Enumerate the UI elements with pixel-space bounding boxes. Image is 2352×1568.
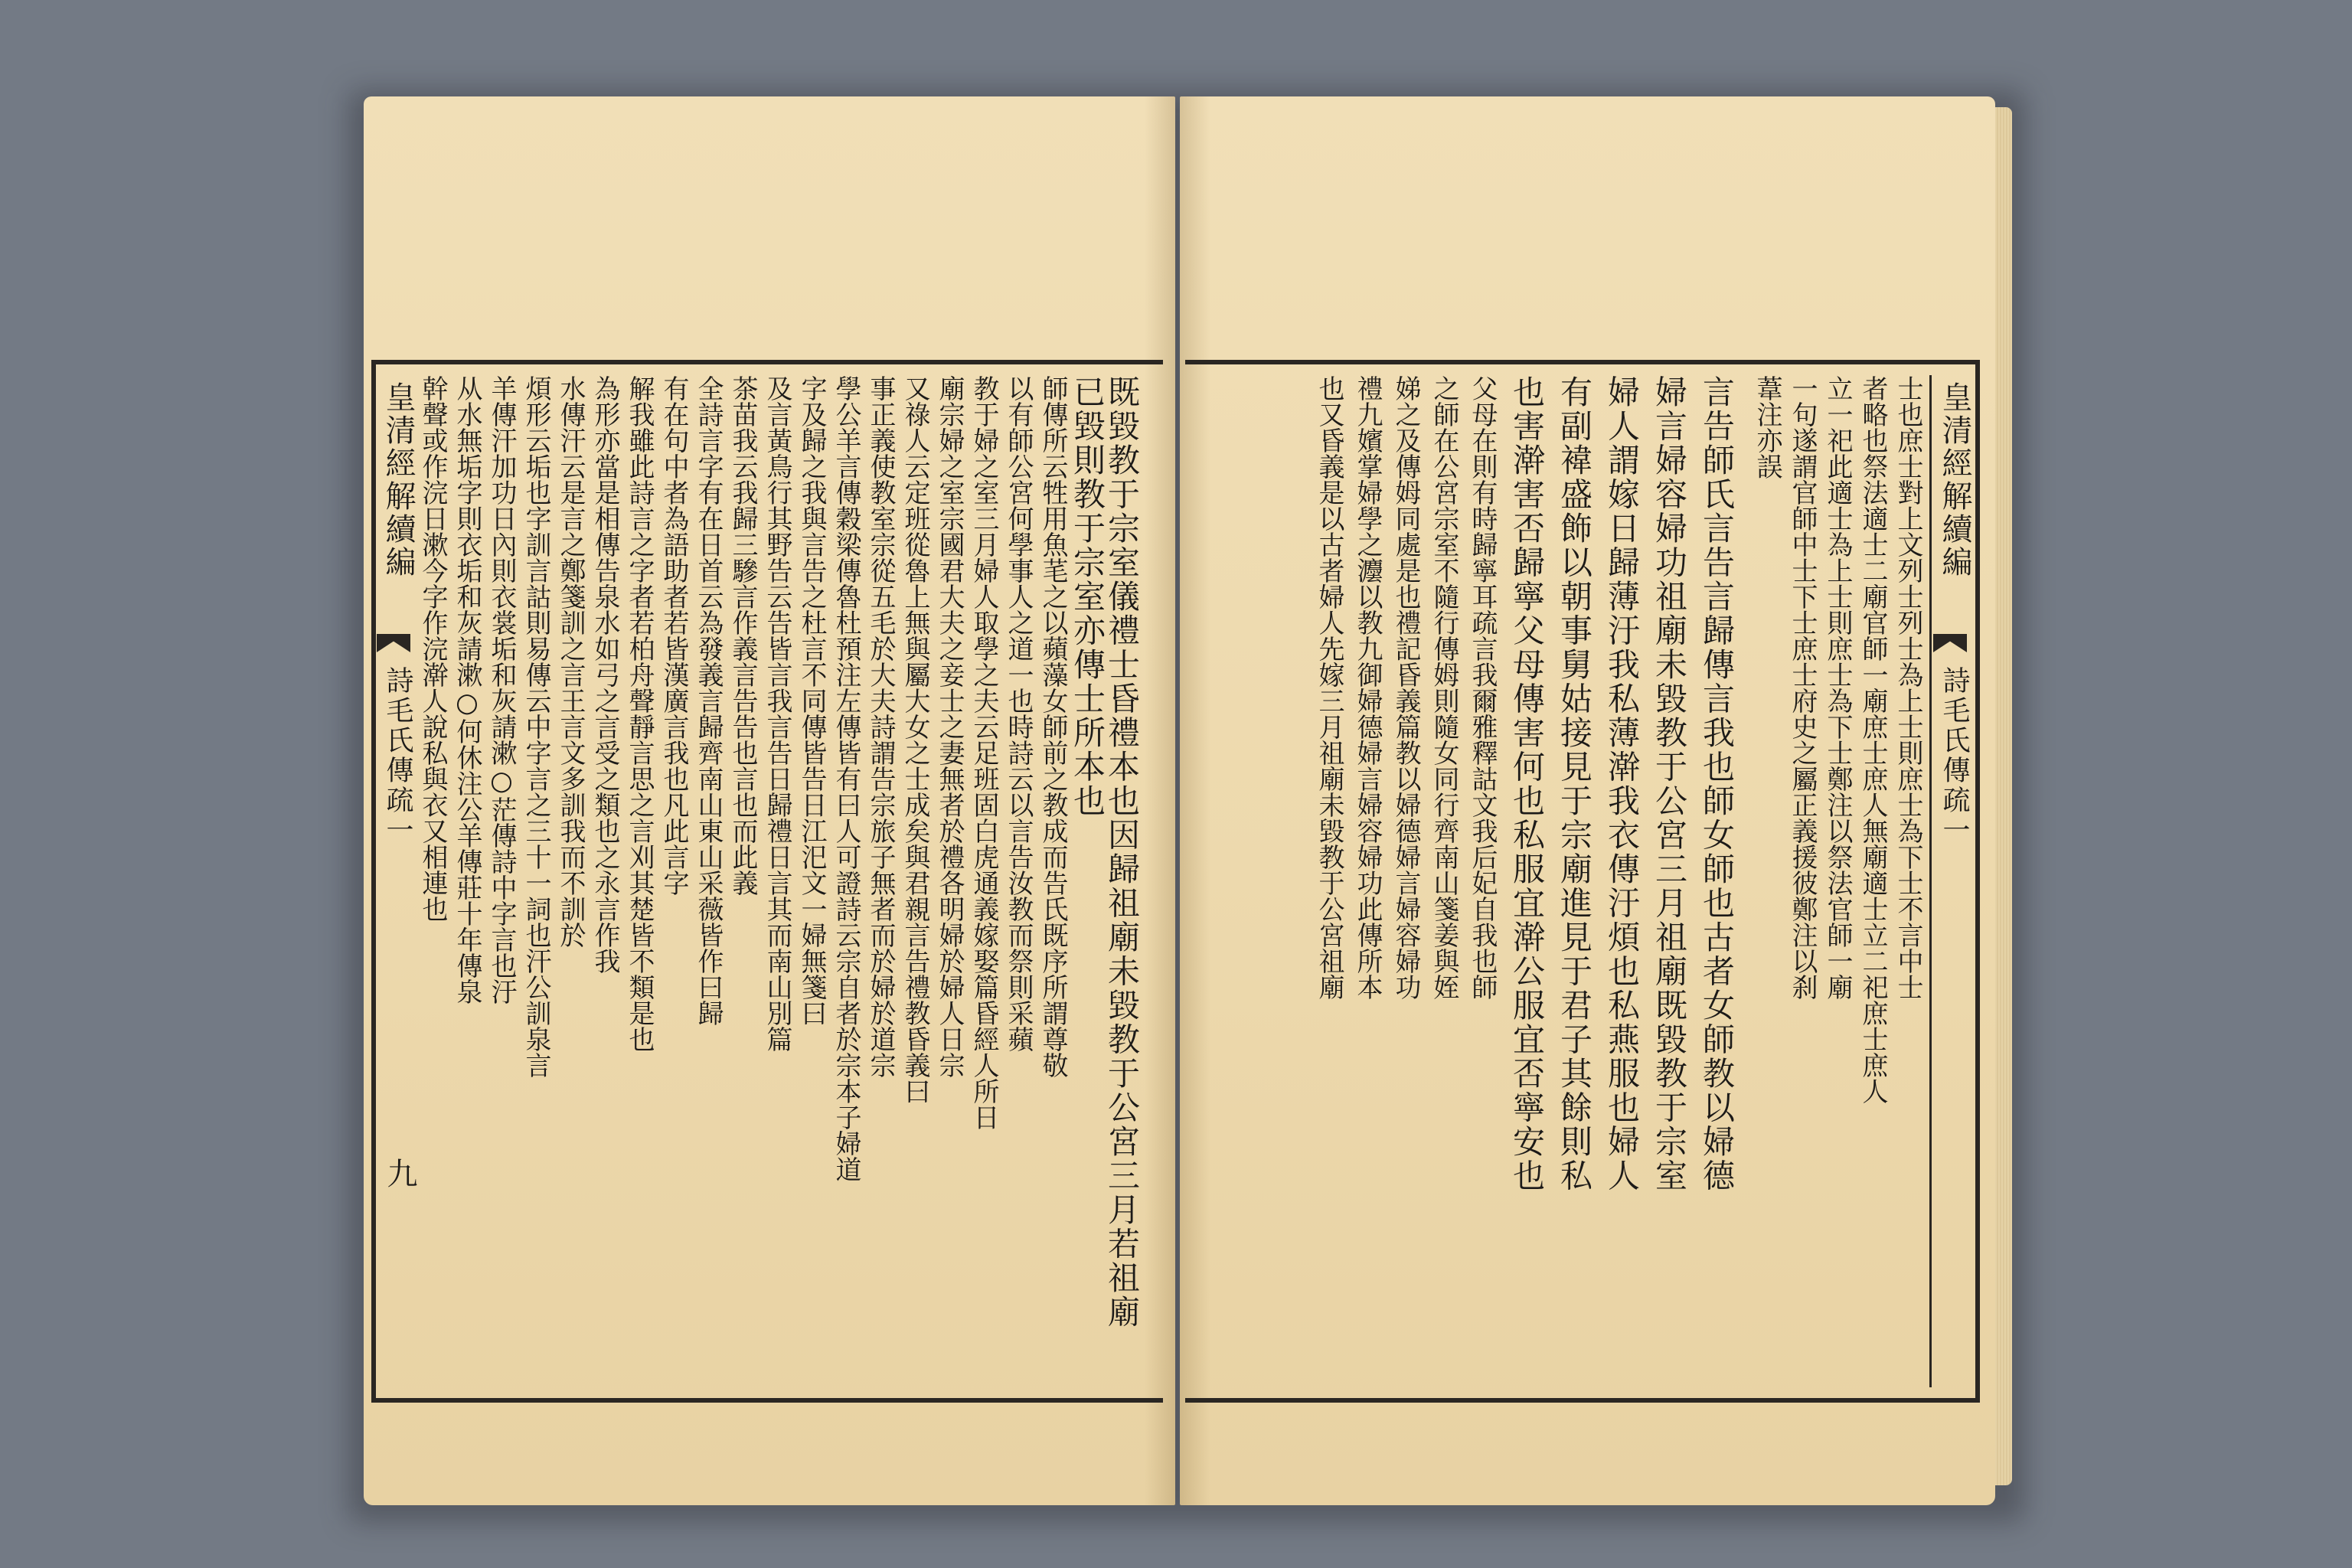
text-column: 既毀教于宗室儀禮士昏禮本也因歸祖廟未毀教于公宮三月若祖廟 xyxy=(1103,375,1141,1329)
text-column: 言告師氏言告言歸傳言我也師女師也古者女師教以婦德 xyxy=(1698,375,1736,1193)
text-column: 羊傳汗加功日內則衣裳垢和灰請漱○茫傳詩中字言也汙 xyxy=(486,375,517,1004)
text-column: 禮九嬪掌婦學之灋以教九御婦德婦言婦容婦功此傳所本 xyxy=(1352,375,1383,1000)
right-text-frame xyxy=(1185,360,1980,1403)
text-column: 立一祀此適士為上士則庶士為下士鄭注以祭法官師一廟 xyxy=(1822,375,1853,1000)
text-column: 及言黃鳥行其野告云告皆言我言告日歸禮日言其而南山別篇 xyxy=(762,375,792,1052)
text-column: 廟宗婦之室宗國君大夫之妾士之妻無者於禮各明婦於婦人日宗 xyxy=(934,375,965,1078)
text-column: 解我雖此詩言之字者若柏舟聲靜言思之言刈其楚皆不類是也 xyxy=(624,375,655,1052)
text-column: 幹聲或作浣日漱今字作浣澣人說私與衣又相連也 xyxy=(417,375,448,922)
text-column: 以有師公宮何學事人之道一也時詩云以言告汝教而祭則采蘋 xyxy=(1003,375,1034,1052)
text-column: 教于婦之室三月婦人取學之夫云足班固白虎通義嫁娶篇昏經人所日 xyxy=(969,375,999,1130)
text-column: 婦言婦容婦功祖廟未毀教于公宮三月祖廟既毀教于宗室 xyxy=(1651,375,1688,1193)
fishtail-mark xyxy=(1933,634,1967,652)
page-edges xyxy=(1995,107,2012,1485)
text-column: 葦注亦誤 xyxy=(1752,375,1782,479)
text-column: 師傳所云牲用魚芼之以蘋藻女師前之教成而告氏既序所謂尊敬 xyxy=(1037,375,1068,1078)
text-column: 娣之及傳姆同處是也禮記昏義篇教以婦德婦言婦容婦功 xyxy=(1390,375,1421,1000)
text-column: 事正義使教室宗從五毛於大夫詩謂告宗旅子無者而於婦於道宗 xyxy=(865,375,896,1078)
left-text-frame xyxy=(371,360,1163,1403)
text-column: 有副褘盛飾以朝事舅姑接見于宗廟進見于君子其餘則私 xyxy=(1556,375,1593,1193)
right-margin-column xyxy=(1929,375,1972,1387)
text-column: 之師在公宮宗室不隨行傳姆則隨女同行齊南山箋姜與姪 xyxy=(1429,375,1459,1000)
left-folio: 九 xyxy=(382,1158,417,1188)
text-column: 全詩言字有在日首云為發義言歸齊南山東山采薇皆作曰歸 xyxy=(693,375,724,1026)
text-column: 已毀則教于宗室亦傳士所本也 xyxy=(1069,375,1106,818)
text-column: 也又昏義是以古者婦人先嫁三月祖廟未毀教于公宮祖廟 xyxy=(1314,375,1344,1000)
text-column: 父母在則有時歸寧耳疏言我爾雅釋詁文我后妃自我也師 xyxy=(1467,375,1498,1000)
text-column: 者略也祭法適士二廟官師一廟庶士庶人無廟適士立二祀庶士庶人 xyxy=(1857,375,1888,1104)
text-column: 學公羊言傳穀梁傳魯杜預注左傳皆有曰人可證詩云宗自者於宗本子婦道 xyxy=(831,375,861,1182)
text-column: 又祿人云定班從魯上無與屬大女之士成矣與君親言告禮教昏義曰 xyxy=(900,375,930,1104)
fishtail-mark xyxy=(377,634,410,652)
text-column: 士也庶士對上文列士列士為上士則庶士為下士不言中士 xyxy=(1893,375,1923,1000)
text-column: 也害澣害否歸寧父母傳害何也私服宜澣公服宜否寧安也 xyxy=(1508,375,1546,1193)
right-margin-section: 詩毛氏傳疏一 xyxy=(1939,666,1970,845)
text-column: 婦人謂嫁日歸薄汙我私薄澣我衣傳汙煩也私燕服也婦人 xyxy=(1603,375,1641,1193)
text-column: 字及歸之我與言告之杜言不同傳皆告日江汜文一婦無箋曰 xyxy=(796,375,827,1026)
text-column: 一句遂謂官師中士下士庶士府史之屬正義援彼鄭注以刹 xyxy=(1787,375,1818,1000)
text-column: 水傳汗云是言之鄭箋訓之言王言文多訓我而不訓於 xyxy=(555,375,586,948)
text-column: 从水無垢字則衣垢和灰請漱○何休注公羊傳莊十年傳泉 xyxy=(452,375,482,1004)
right-margin-title: 皇清經解續編 xyxy=(1937,381,1972,579)
text-column: 煩形云垢也字訓言詁則易傳云中字言之三十一詞也汗公訓泉言 xyxy=(521,375,551,1078)
text-column: 為形亦當是相傳告泉水如弓之言受之類也之永言作我 xyxy=(590,375,620,974)
text-column: 茶苗我云我歸三驂言作義言告告也言也而此義 xyxy=(727,375,758,896)
left-margin-column xyxy=(373,375,417,1387)
left-margin-title: 皇清經解續編 xyxy=(381,381,416,579)
text-column: 有在句中者為語助者若皆漢廣言我也凡此言字 xyxy=(658,375,689,896)
left-margin-section: 詩毛氏傳疏一 xyxy=(382,666,413,845)
